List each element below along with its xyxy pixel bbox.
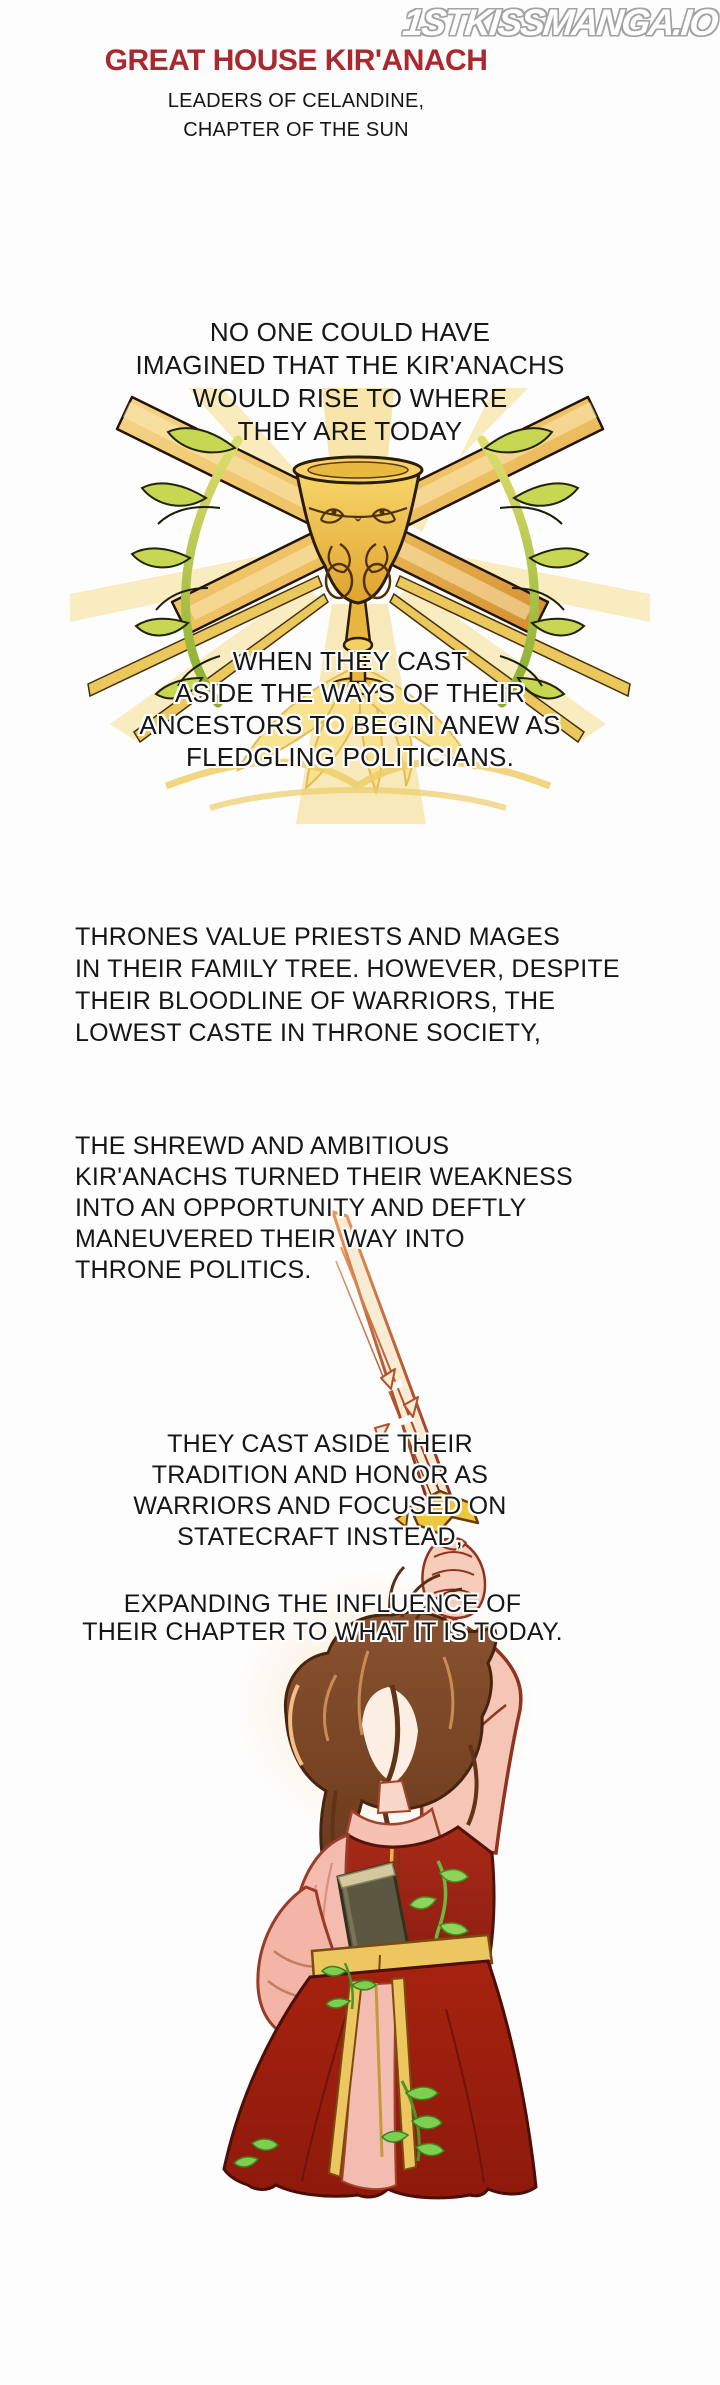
page-subtitle [0,87,592,145]
narration-line: STATECRAFT INSTEAD, [177,1523,463,1551]
narration-line: THEIR CHAPTER TO WHAT IT IS TODAY. [82,1618,563,1646]
sword-bearer-illustration [140,1185,620,2215]
subtitle-line: LEADERS OF CELANDINE, [167,90,425,112]
narration-line: WOULD RISE TO WHERE [192,383,508,413]
narration-line: ASIDE THE WAYS OF THEIR [174,678,526,708]
narration-line: THEY ARE TODAY [237,416,463,446]
narration-line: THRONES VALUE PRIESTS AND MAGES [75,923,561,951]
narration-line: THE SHREWD AND AMBITIOUS [75,1132,450,1160]
narration-line: IN THEIR FAMILY TREE. HOWEVER, DESPITE [75,955,620,983]
narration-line: NO ONE COULD HAVE [209,317,491,347]
narration-line: ANCESTORS TO BEGIN ANEW AS [139,710,561,740]
narration-line: WARRIORS AND FOCUSED ON [133,1492,507,1520]
narration-line: THEY CAST ASIDE THEIR [167,1430,473,1458]
narration-line: THRONE POLITICS. [75,1256,312,1284]
page-title: GREAT HOUSE KIR'ANACH [104,44,488,77]
narration-line: EXPANDING THE INFLUENCE OF [123,1590,522,1618]
narration-block-4 [75,1131,573,1286]
narration-line: IMAGINED THAT THE KIR'ANACHS [135,350,565,380]
narration-line: FLEDGLING POLITICIANS. [185,742,515,772]
page-header [0,44,592,145]
narration-line: INTO AN OPPORTUNITY AND DEFTLY [75,1194,527,1222]
narration-line: KIR'ANACHS TURNED THEIR WEAKNESS [75,1163,573,1191]
subtitle-line: CHAPTER OF THE SUN [183,119,409,141]
narration-block-1 [0,316,700,448]
narration-line: LOWEST CASTE IN THRONE SOCIETY, [75,1019,542,1047]
narration-line: THEIR BLOODLINE OF WARRIORS, THE [75,987,556,1015]
narration-block-3 [75,921,620,1049]
narration-line: WHEN THEY CAST [232,646,468,676]
site-watermark: 1STKISSMANGA.IO [400,2,719,43]
narration-block-6 [0,1590,645,1646]
narration-block-2 [0,645,700,773]
narration-line: TRADITION AND HONOR AS [151,1461,489,1489]
narration-line: MANEUVERED THEIR WAY INTO [75,1225,465,1253]
narration-block-5 [0,1429,640,1553]
